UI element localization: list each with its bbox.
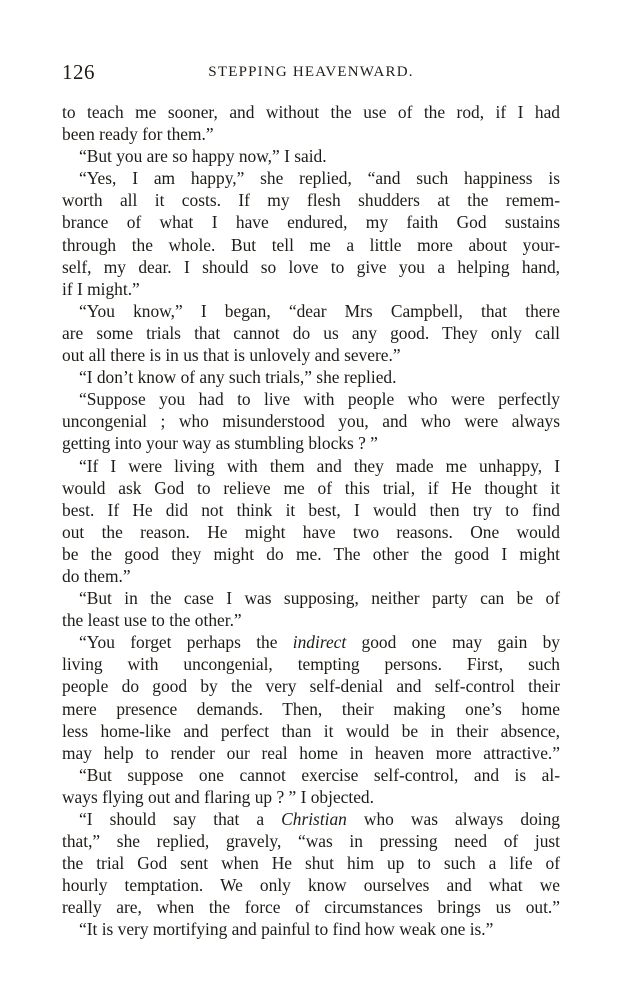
- text-line: out the reason. He might have two reasons. One would: [62, 521, 560, 542]
- running-head: [62, 60, 560, 88]
- text-line: been ready for them.”: [62, 124, 214, 145]
- text-line: best. If He did not think it best, I would then try to find: [62, 499, 560, 520]
- text-line: may help to render our real home in heaven more attractive.”: [62, 742, 560, 763]
- text-line: are some trials that cannot do us any good. They only call: [62, 322, 560, 343]
- text-line: “Yes, I am happy,” she replied, “and such happiness is: [79, 168, 560, 189]
- text-line: people do good by the very self-denial and self-control their: [62, 676, 560, 697]
- text-segment: “I should say that a: [79, 809, 282, 829]
- text-line: [62, 808, 560, 830]
- text-line: the trial God sent when He shut him up to such a life of: [62, 853, 560, 874]
- text-line: “I don’t know of any such trials,” she replied.: [79, 367, 397, 388]
- italic-emphasis: Christian: [281, 809, 347, 829]
- text-line: living with uncongenial, tempting persons. First, such: [62, 654, 560, 675]
- text-line: “But you are so happy now,” I said.: [79, 146, 327, 167]
- text-line: [62, 631, 560, 653]
- text-line: getting into your way as stumbling blocks ? ”: [62, 433, 378, 454]
- text-line: brance of what I have endured, my faith God sustains: [62, 212, 560, 233]
- text-line: do them.”: [62, 565, 131, 586]
- running-title: STEPPING HEAVENWARD.: [208, 64, 414, 80]
- text-line: the least use to the other.”: [62, 610, 242, 631]
- text-line: uncongenial ; who misunderstood you, and who were always: [62, 411, 560, 432]
- text-line: really are, when the force of circumstances brings us out.”: [62, 897, 560, 918]
- text-line: “You know,” I began, “dear Mrs Campbell, that there: [79, 300, 560, 321]
- page-number: 126: [62, 60, 95, 84]
- text-line: ways flying out and flaring up ? ” I objected.: [62, 786, 374, 807]
- text-line: “It is very mortifying and painful to find how weak one is.”: [79, 919, 494, 940]
- text-line: if I might.”: [62, 278, 140, 299]
- text-line: self, my dear. I should so love to give you a helping hand,: [62, 256, 560, 277]
- text-line: mere presence demands. Then, their making one’s home: [62, 698, 560, 719]
- text-line: that,” she replied, gravely, “was in pressing need of just: [62, 831, 560, 852]
- italic-emphasis: indirect: [292, 632, 347, 653]
- text-line: to teach me sooner, and without the use of the rod, if I had: [62, 102, 560, 122]
- body-text: [62, 101, 560, 941]
- text-segment: who was always doing: [346, 809, 560, 829]
- text-line: would ask God to relieve me of this trial, if He thought it: [62, 477, 560, 498]
- text-line: “But in the case I was supposing, neither party can be of: [79, 588, 560, 609]
- text-line: less home-like and perfect than it would be in their absence,: [62, 720, 560, 741]
- text-line: be the good they might do me. The other the good I might: [62, 543, 560, 564]
- text-line: “Suppose you had to live with people who were perfectly: [79, 389, 560, 410]
- text-segment: good one may gain by: [346, 632, 560, 653]
- text-line: out all there is in us that is unlovely and severe.”: [62, 345, 401, 366]
- text-line: worth all it costs. If my flesh shudders at the remem-: [62, 190, 560, 211]
- text-segment: “You forget perhaps the: [79, 632, 293, 653]
- text-line: hourly temptation. We only know ourselves and what we: [62, 875, 560, 896]
- text-line: through the whole. But tell me a little more about your-: [62, 234, 560, 255]
- text-line: “If I were living with them and they made me unhappy, I: [79, 455, 560, 476]
- text-line: “But suppose one cannot exercise self-control, and is al-: [79, 764, 560, 785]
